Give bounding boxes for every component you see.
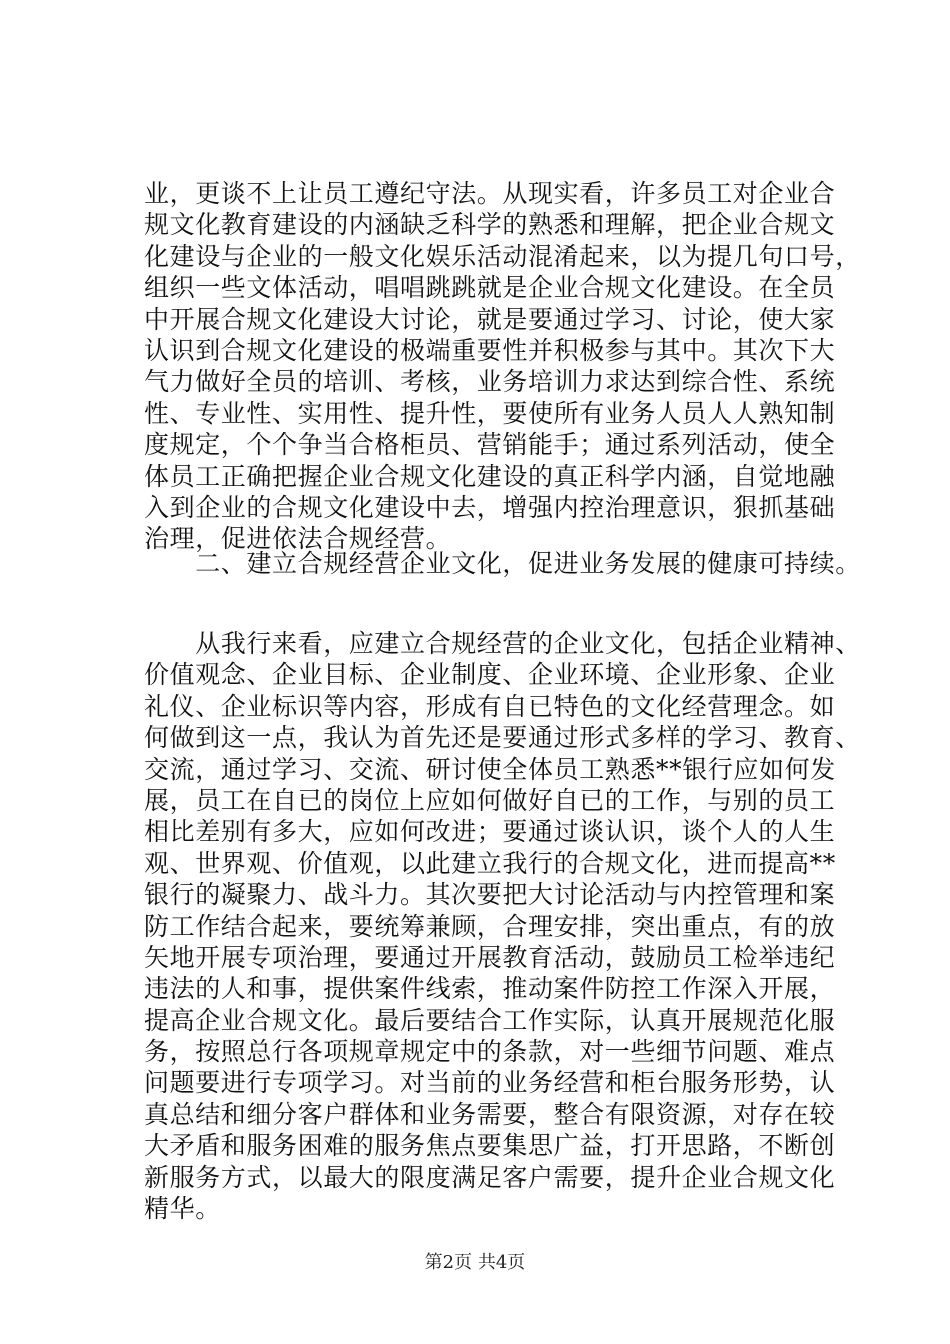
text-line: 礼仪、企业标识等内容，形成有自已特色的文化经营理念。如 [144,691,836,721]
text-line: 何做到这一点，我认为首先还是要通过形式多样的学习、教育、 [144,723,861,753]
text-line: 度规定，个个争当合格柜员、营销能手；通过系列活动，使全 [144,430,836,460]
section-heading-text: 二、建立合规经营企业文化，促进业务发展的健康可持续。 [144,549,861,578]
text-line: 业，更谈不上让员工遵纪守法。从现实看，许多员工对企业合 [144,179,836,208]
text-line: 规文化教育建设的内涵缺乏科学的熟悉和理解，把企业合规文 [144,210,836,240]
text-line: 大矛盾和服务困难的服务焦点要集思广益，打开思路，不断创 [144,1131,836,1161]
text-line: 认识到合规文化建设的极端重要性并积极参与其中。其次下大 [144,335,836,365]
page-number-footer: 第2页 共4页 [424,1252,526,1273]
text-line: 新服务方式，以最大的限度满足客户需要，提升企业合规文化 [144,1162,836,1192]
text-line: 提高企业合规文化。最后要结合工作实际，认真开展规范化服 [144,1005,836,1035]
text-line: 性、专业性、实用性、提升性，要使所有业务人员人人熟知制 [144,398,836,428]
text-line: 交流，通过学习、交流、研讨使全体员工熟悉**银行应如何发 [144,754,836,784]
text-line: 入到企业的合规文化建设中去，增强内控治理意识，狠抓基础 [144,492,836,522]
text-line: 价值观念、企业目标、企业制度、企业环境、企业形象、企业 [144,660,836,690]
text-line: 中开展合规文化建设大讨论，就是要通过学习、讨论，使大家 [144,304,836,334]
text-line: 从我行来看，应建立合规经营的企业文化，包括企业精神、 [144,629,861,658]
text-line: 矢地开展专项治理，要通过开展教育活动，鼓励员工检举违纪 [144,942,836,972]
text-line: 观、世界观、价值观，以此建立我行的合规文化，进而提高** [144,848,836,878]
text-line: 治理，促进依法合规经营。 [144,524,452,554]
text-line: 气力做好全员的培训、考核，业务培训力求达到综合性、系统 [144,367,836,397]
text-line: 精华。 [144,1194,221,1224]
section-heading [144,548,864,579]
text-line: 真总结和细分客户群体和业务需要，整合有限资源，对存在较 [144,1099,836,1129]
text-line: 务，按照总行各项规章规定中的条款，对一些细节问题、难点 [144,1037,836,1067]
text-line: 违法的人和事，提供案件线索，推动案件防控工作深入开展， [144,974,836,1004]
text-line: 体员工正确把握企业合规文化建设的真正科学内涵，自觉地融 [144,461,836,491]
text-line: 展，员工在自已的岗位上应如何做好自已的工作，与别的员工 [144,785,836,815]
text-line: 化建设与企业的一般文化娱乐活动混淆起来，以为提几句口号， [144,241,861,271]
body-paragraph-1 [144,178,864,555]
text-line: 组织一些文体活动，唱唱跳跳就是企业合规文化建设。在全员 [144,273,836,303]
text-line: 问题要进行专项学习。对当前的业务经营和柜台服务形势，认 [144,1068,836,1098]
body-paragraph-2 [144,628,864,1224]
text-line: 相比差别有多大，应如何改进；要通过谈认识，谈个人的人生 [144,817,836,847]
text-line: 防工作结合起来，要统筹兼顾，合理安排，突出重点，有的放 [144,911,836,941]
text-line: 银行的凝聚力、战斗力。其次要把大讨论活动与内控管理和案 [144,880,836,910]
